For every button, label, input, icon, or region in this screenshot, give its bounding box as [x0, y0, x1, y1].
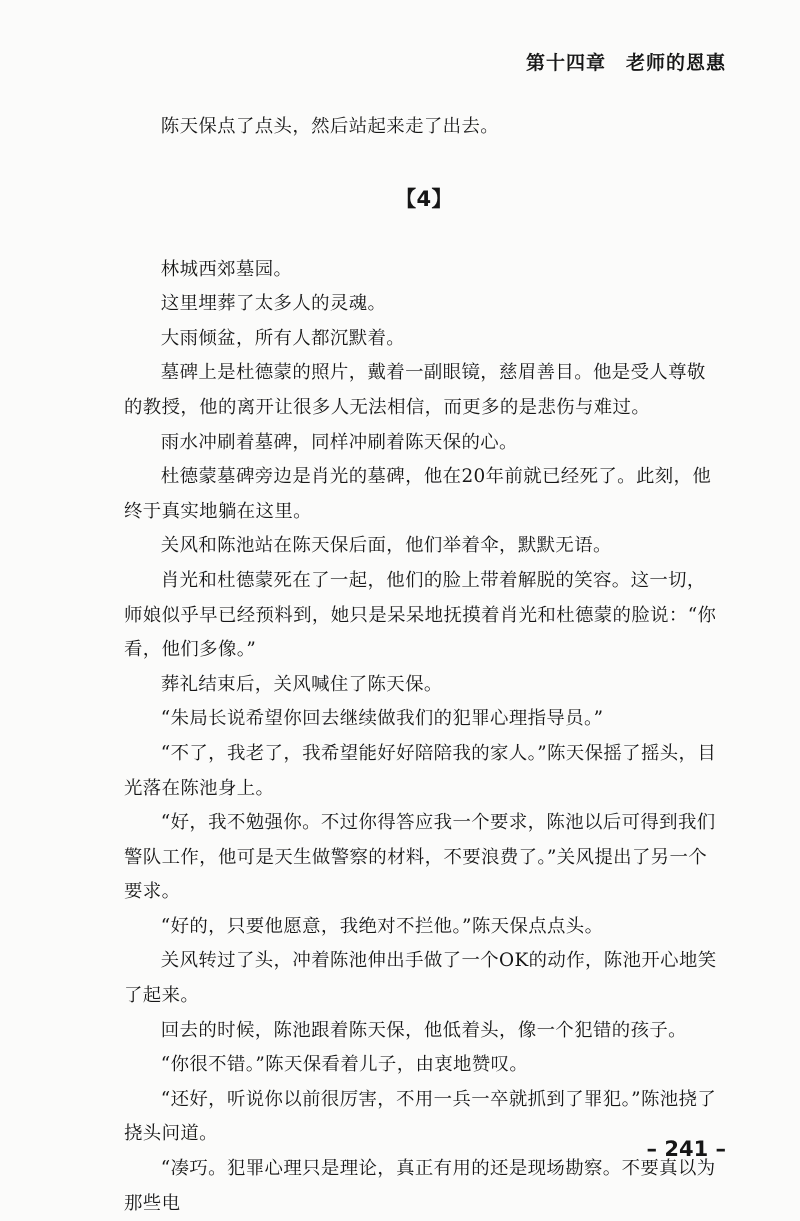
paragraph: 关风转过了头，冲着陈池伸出手做了一个OK的动作，陈池开心地笑了起来。	[124, 950, 717, 1007]
paragraph: 这里埋葬了太多人的灵魂。	[160, 293, 387, 315]
paragraph: “还好，听说你以前很厉害，不用一兵一卒就抓到了罪犯。”陈池挠了挠头问道。	[124, 1088, 717, 1145]
running-head: 第十四章 老师的恩惠	[525, 52, 726, 74]
paragraph: 葬礼结束后，关风喊住了陈天保。	[160, 673, 443, 695]
paragraph: 杜德蒙墓碑旁边是肖光的墓碑，他在20年前就已经死了。此刻，他终于真实地躺在这里。	[124, 466, 712, 522]
lead-paragraph: 陈天保点了点头，然后站起来走了出去。	[160, 116, 500, 137]
paragraph: 肖光和杜德蒙死在了一起，他们的脸上带着解脱的笑容。这一切，师娘似乎早已经预料到，她只是呆呆地抚摸着肖光和杜德蒙的脸说：“你看，他们多像。”	[124, 569, 717, 661]
paragraph: “好的，只要他愿意，我绝对不拦他。”陈天保点点头。	[160, 915, 604, 937]
paragraph: 回去的时候，陈池跟着陈天保，他低着头，像一个犯错的孩子。	[160, 1019, 687, 1041]
paragraph: 林城西郊墓园。	[160, 258, 293, 280]
paragraph: “好，我不勉强你。不过你得答应我一个要求，陈池以后可得到我们警队工作，他可是天生做警察的材料，不要浪费了。”关风提出了另一个要求。	[124, 812, 716, 903]
paragraph: 雨水冲刷着墓碑，同样冲刷着陈天保的心。	[160, 431, 518, 453]
paragraph: “凑巧。犯罪心理只是理论，真正有用的还是现场勘察。不要真以为那些电	[124, 1158, 716, 1214]
section-heading: 【4】	[395, 186, 453, 211]
paragraph: “你很不错。”陈天保看着儿子，由衷地赞叹。	[160, 1054, 529, 1076]
page-number: – 241 –	[646, 1137, 726, 1161]
body-text	[124, 110, 724, 1221]
paragraph: “不了，我老了，我希望能好好陪陪我的家人。”陈天保摇了摇头，目光落在陈池身上。	[124, 742, 717, 799]
paragraph: 大雨倾盆，所有人都沉默着。	[160, 327, 406, 349]
paragraph: “朱局长说希望你回去继续做我们的犯罪心理指导员。”	[160, 708, 604, 730]
paragraph: 墓碑上是杜德蒙的照片，戴着一副眼镜，慈眉善目。他是受人尊敬的教授，他的离开让很多人无法相信，而更多的是悲伤与难过。	[124, 362, 706, 418]
paragraph: 关风和陈池站在陈天保后面，他们举着伞，默默无语。	[160, 535, 612, 557]
